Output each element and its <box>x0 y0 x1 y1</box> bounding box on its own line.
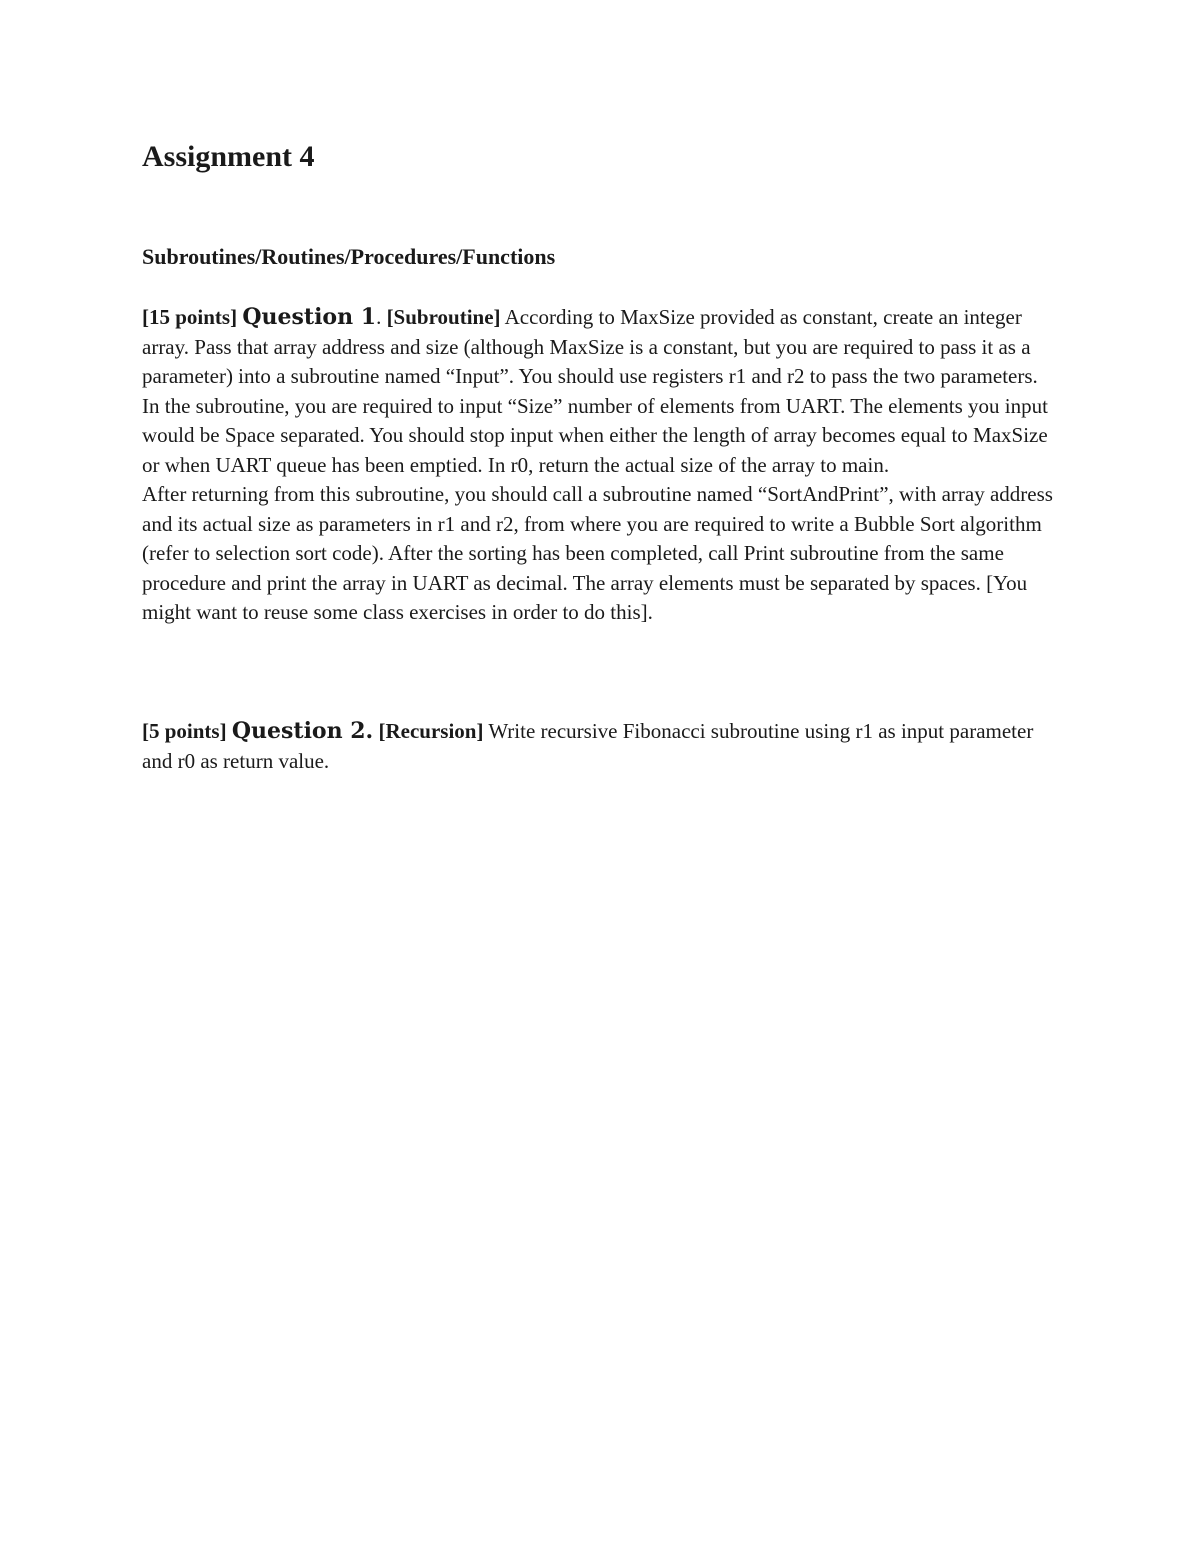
section-heading: Subroutines/Routines/Procedures/Functions <box>142 244 556 269</box>
question-1-label: Question 1 <box>242 304 377 330</box>
question-2-paragraph-1: Write recursive Fibonacci subroutine using r1 as input parameter and r0 as return value. <box>142 719 1034 773</box>
question-1 <box>142 303 1054 628</box>
question-2 <box>142 717 1054 776</box>
document-page <box>142 136 1054 773</box>
question-1-tag: [Subroutine] <box>386 305 501 329</box>
question-2-tag: [Recursion] <box>378 719 484 743</box>
question-1-paragraph-1: According to MaxSize provided as constant, create an integer array. Pass that array address and size (although MaxSize is a constant, but you are required to pass it as a parameter) into a subroutine named “Input”. You should use registers r1 and r2 to pass the two parameters. In the subroutine, you are required to input “Size” number of elements from UART. The elements you input would be Space separated. You should stop input when either the length of array becomes equal to MaxSize or when UART queue has been emptied. In r0, return the actual size of the array to main. <box>142 305 1048 477</box>
question-2-label: Question 2. <box>231 718 374 744</box>
question-2-points: [5 points] <box>142 719 227 743</box>
question-1-label-suffix: . <box>376 305 382 329</box>
question-1-points: [15 points] <box>142 305 238 329</box>
document-title: Assignment 4 <box>142 140 315 173</box>
question-1-paragraph-2: After returning from this subroutine, you should call a subroutine named “SortAndPrint”, with array address and its actual size as parameters in r1 and r2, from where you are required to write a Bubble Sort algorithm (refer to selection sort code). After the sorting has been completed, call Print subroutine from the same procedure and print the array in UART as decimal. The array elements must be separated by spaces. [You might want to reuse some class exercises in order to do this]. <box>142 482 1053 624</box>
